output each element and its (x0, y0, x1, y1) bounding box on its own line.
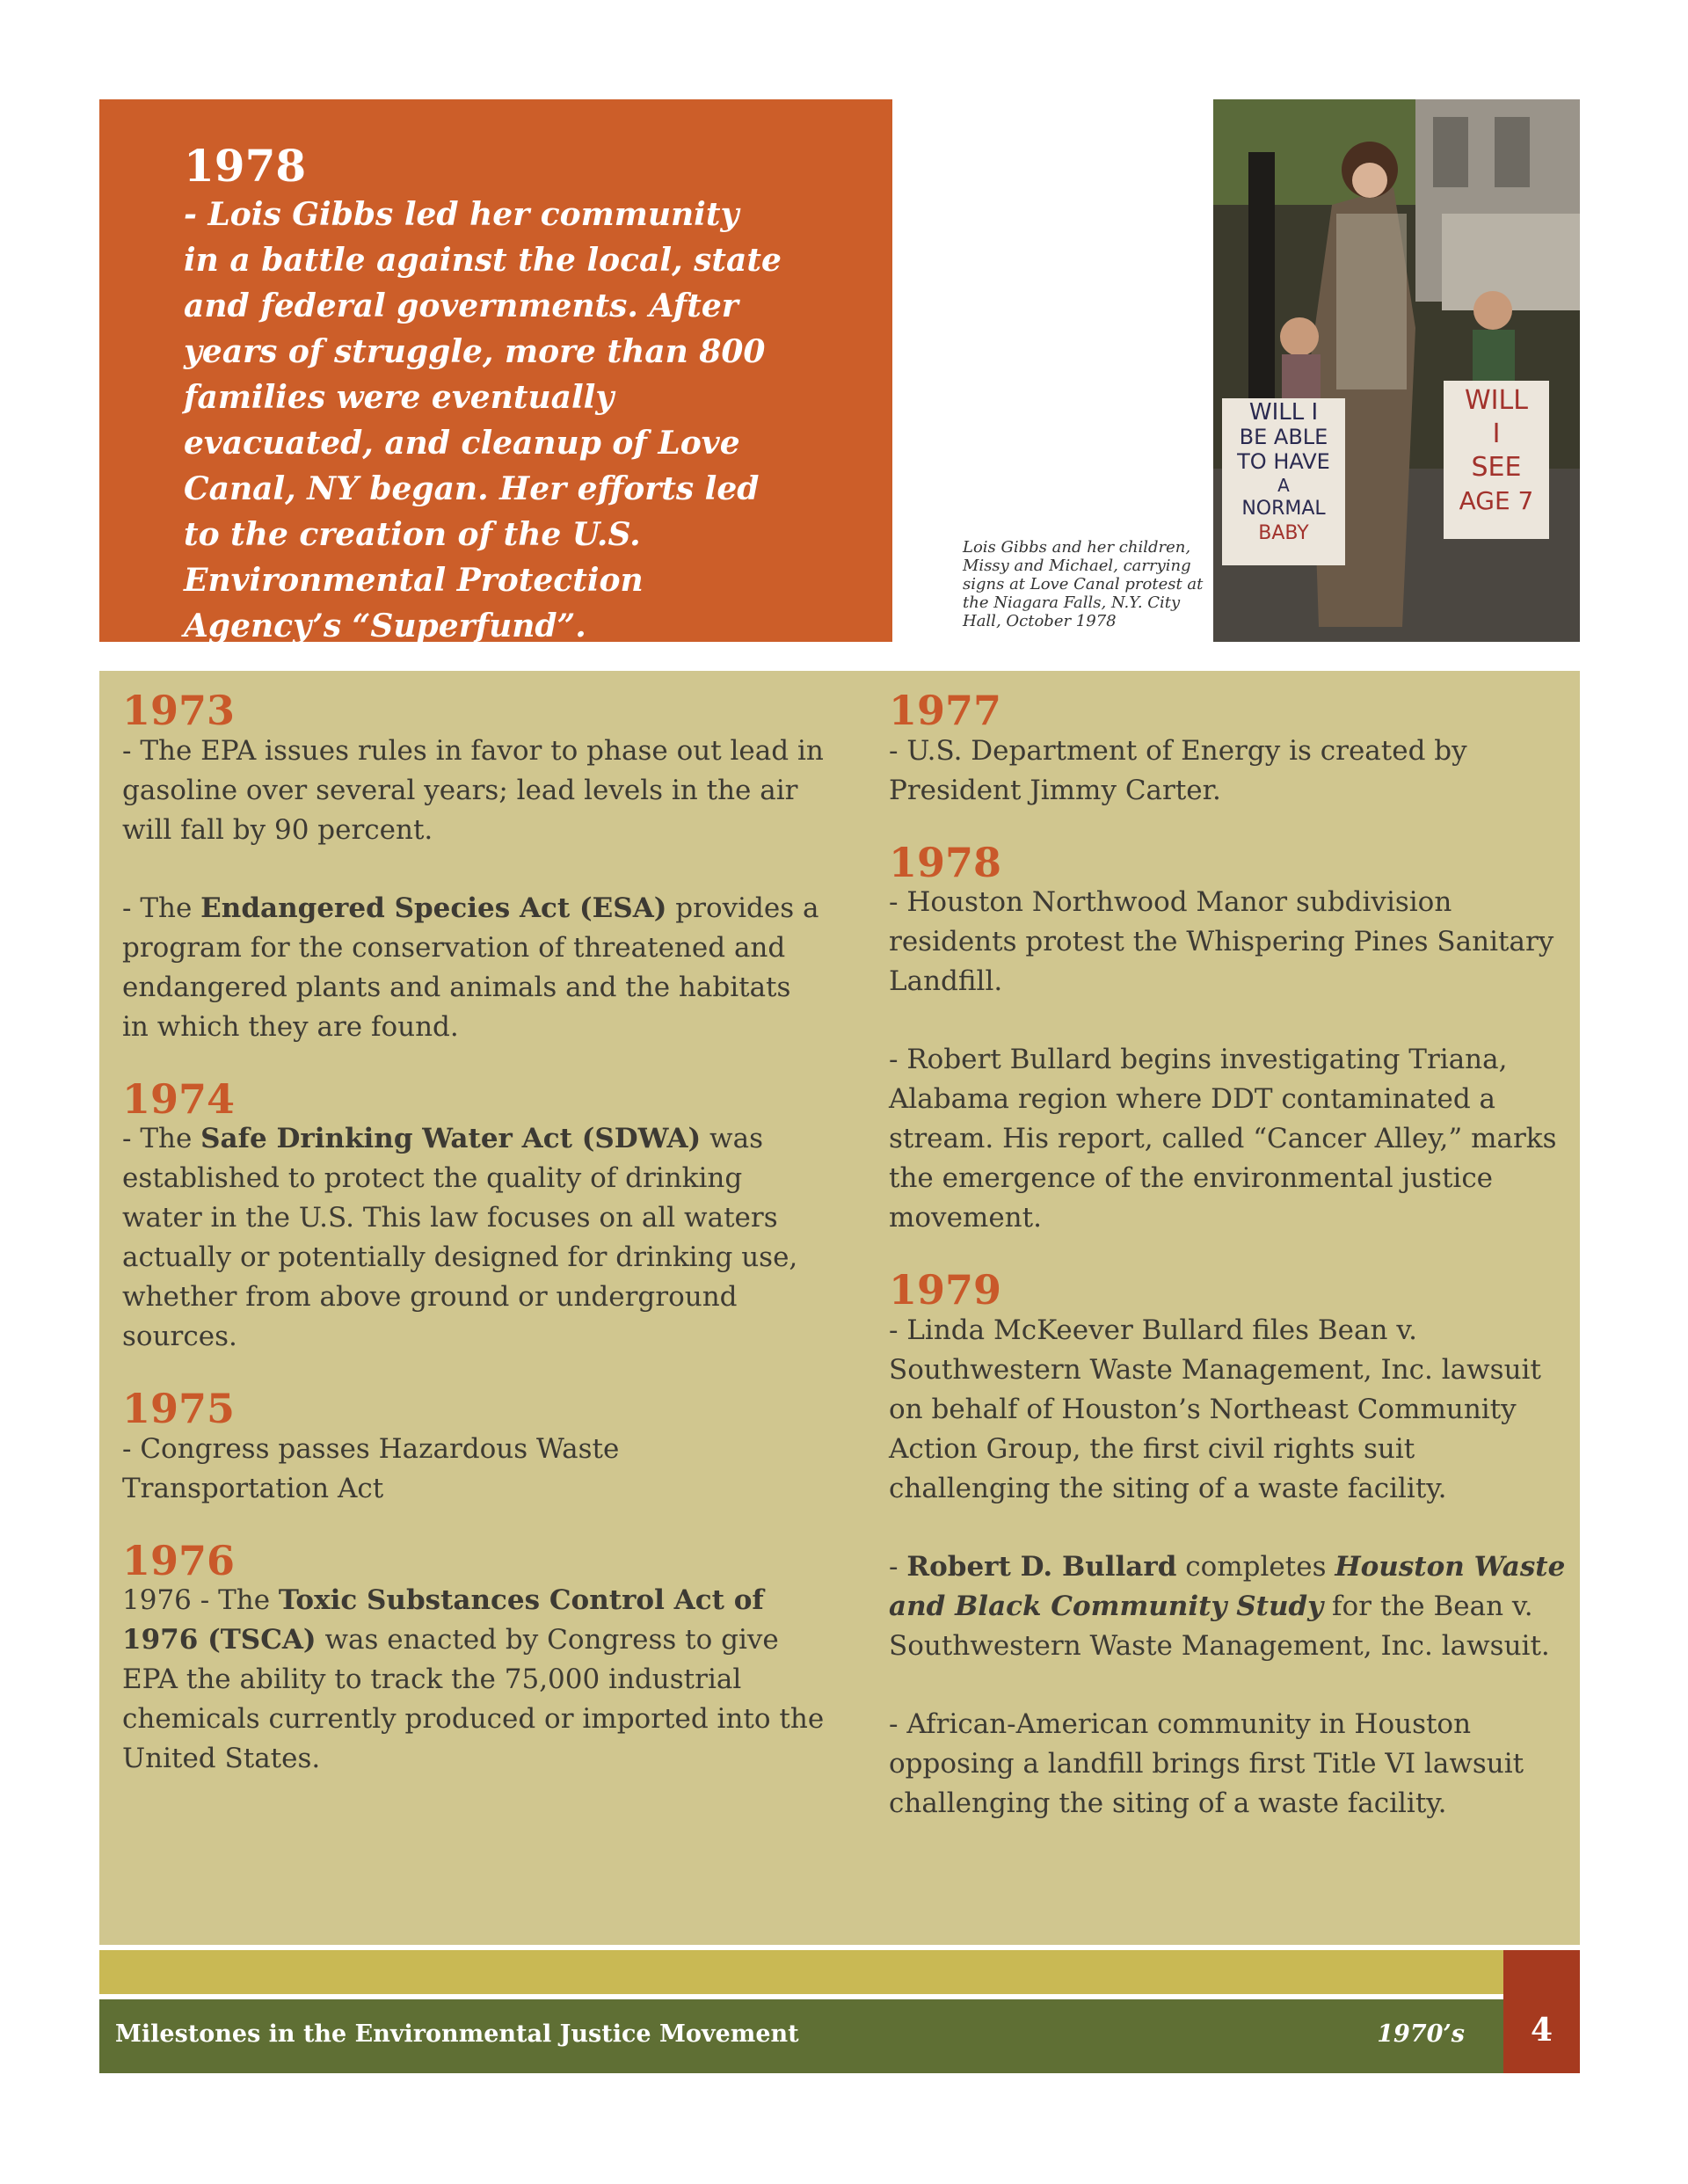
entry-year: 1975 (122, 1385, 236, 1433)
entry-emphasis: Houston Waste and Black Community Study (889, 1550, 1566, 1622)
svg-text:WILL: WILL (1465, 385, 1528, 416)
timeline-left-column (122, 688, 826, 1809)
timeline-panel (99, 671, 1580, 1945)
page-number: 4 (1503, 1950, 1580, 2073)
entry-text-run: for the Bean v. Southwestern Waste Management, Inc. lawsuit. (889, 1590, 1550, 1662)
entry-text (122, 889, 826, 1047)
entry-text (889, 1040, 1575, 1238)
svg-text:AGE 7: AGE 7 (1459, 486, 1534, 515)
protest-photo (1213, 99, 1580, 642)
entry-text (889, 1311, 1575, 1509)
entry-year: 1976 (122, 1536, 236, 1584)
entry-text-run: 1976 - The (122, 1584, 279, 1617)
entry-text-run: - Congress passes Hazardous Waste Transportation Act (122, 1432, 620, 1504)
entry-text (122, 1430, 826, 1509)
entry-text-run: completes (1176, 1550, 1335, 1583)
feature-box (99, 99, 892, 642)
entry-text-run: - Robert Bullard begins investigating Triana, Alabama region where DDT contaminated a stream. His report, called “Cancer Alley,” marks the emergence of the environmental justice movement. (889, 1044, 1557, 1234)
entry-text-run: was established to protect the quality of drinking water in the U.S. This law focuses on all waters actually or potentially designed for drinking use, whether from above ground or underground sources. (122, 1123, 798, 1353)
photo-caption: Lois Gibbs and her children, Missy and Michael, carrying signs at Love Canal protest at the Niagara Falls, N.Y. City Hall, October 1978 (963, 538, 1204, 630)
protest-photo-illustration (1213, 99, 1580, 642)
entry-text-run: - U.S. Department of Energy is created by President Jimmy Carter. (889, 734, 1467, 806)
entry-year: 1979 (889, 1266, 1002, 1314)
entry-text-run: was enacted by Congress to give EPA the ability to track the 75,000 industrial chemicals currently produced or imported into the United States. (122, 1624, 825, 1775)
timeline-entry (122, 1074, 826, 1358)
timeline-entry (889, 688, 1575, 811)
feature-year: 1978 (184, 140, 307, 192)
entry-year: 1974 (122, 1074, 236, 1123)
entry-text (122, 1581, 826, 1779)
timeline-entry (889, 1268, 1575, 1824)
entry-year: 1977 (889, 687, 1002, 734)
entry-text-run: - Linda McKeever Bullard files Bean v. Southwestern Waste Management, Inc. lawsuit on behalf of Houston’s Northeast Community Action Group, the first civil rights suit challenging the siting of a waste facility. (889, 1314, 1541, 1504)
footer-title: Milestones in the Environmental Justice Movement (115, 2020, 799, 2048)
feature-text: - Lois Gibbs led her community in a battle against the local, state and federal governments. After years of struggle, more than 800 families were eventually evacuated, and cleanup of Love Canal, NY began. Her efforts led to the creation of the U.S. Environmental Protection Agency’s “Superfund”. (184, 196, 782, 644)
entry-text-run: - Houston Northwood Manor subdivision residents protest the Whispering Pines Sanitary Landfill. (889, 886, 1554, 998)
entry-text (889, 883, 1575, 1001)
svg-text:BABY: BABY (1258, 522, 1309, 544)
entry-text-run: provides a program for the conservation of threatened and endangered plants and animals and the habitats in which they are found. (122, 892, 819, 1043)
footer-decade: 1970’s (1377, 2020, 1465, 2048)
timeline-entry (122, 1387, 826, 1509)
entry-text-run: - The (122, 892, 201, 924)
svg-text:TO HAVE: TO HAVE (1237, 449, 1330, 474)
svg-text:I: I (1492, 419, 1501, 449)
entry-text-run: - The EPA issues rules in favor to phase out lead in gasoline over several years; lead levels in the air will fall by 90 percent. (122, 734, 824, 846)
svg-text:WILL I: WILL I (1248, 399, 1319, 426)
timeline-entry (122, 1536, 826, 1780)
entry-text (122, 732, 826, 850)
footer-bar (99, 1999, 1503, 2073)
entry-emphasis: Endangered Species Act (ESA) (200, 892, 667, 924)
sign-right (1444, 381, 1549, 539)
svg-text:BE ABLE: BE ABLE (1239, 425, 1328, 449)
timeline-right-column (889, 688, 1575, 1853)
entry-text-run: - African-American community in Houston opposing a landfill brings first Title VI lawsuit challenging the siting of a waste facility. (889, 1707, 1524, 1819)
entry-emphasis: Safe Drinking Water Act (SDWA) (200, 1123, 702, 1155)
sign-left (1222, 398, 1345, 565)
entry-text (889, 1547, 1575, 1666)
entry-text-run: - The (122, 1123, 201, 1155)
entry-emphasis: Robert D. Bullard (906, 1550, 1177, 1583)
entry-text-run: - (889, 1550, 907, 1583)
entry-year: 1978 (889, 838, 1002, 886)
gold-divider-bar (99, 1950, 1503, 1994)
entry-year: 1973 (122, 687, 236, 734)
timeline-entry (889, 838, 1575, 1239)
entry-text (889, 732, 1575, 811)
timeline-entry (122, 688, 826, 1047)
entry-text (889, 1705, 1575, 1824)
entry-text (122, 1119, 826, 1357)
svg-text:SEE: SEE (1471, 452, 1522, 483)
svg-text:NORMAL: NORMAL (1241, 498, 1326, 520)
entry-emphasis: Toxic Substances Control Act of 1976 (TSCA) (122, 1584, 764, 1656)
svg-text:A: A (1277, 475, 1290, 496)
